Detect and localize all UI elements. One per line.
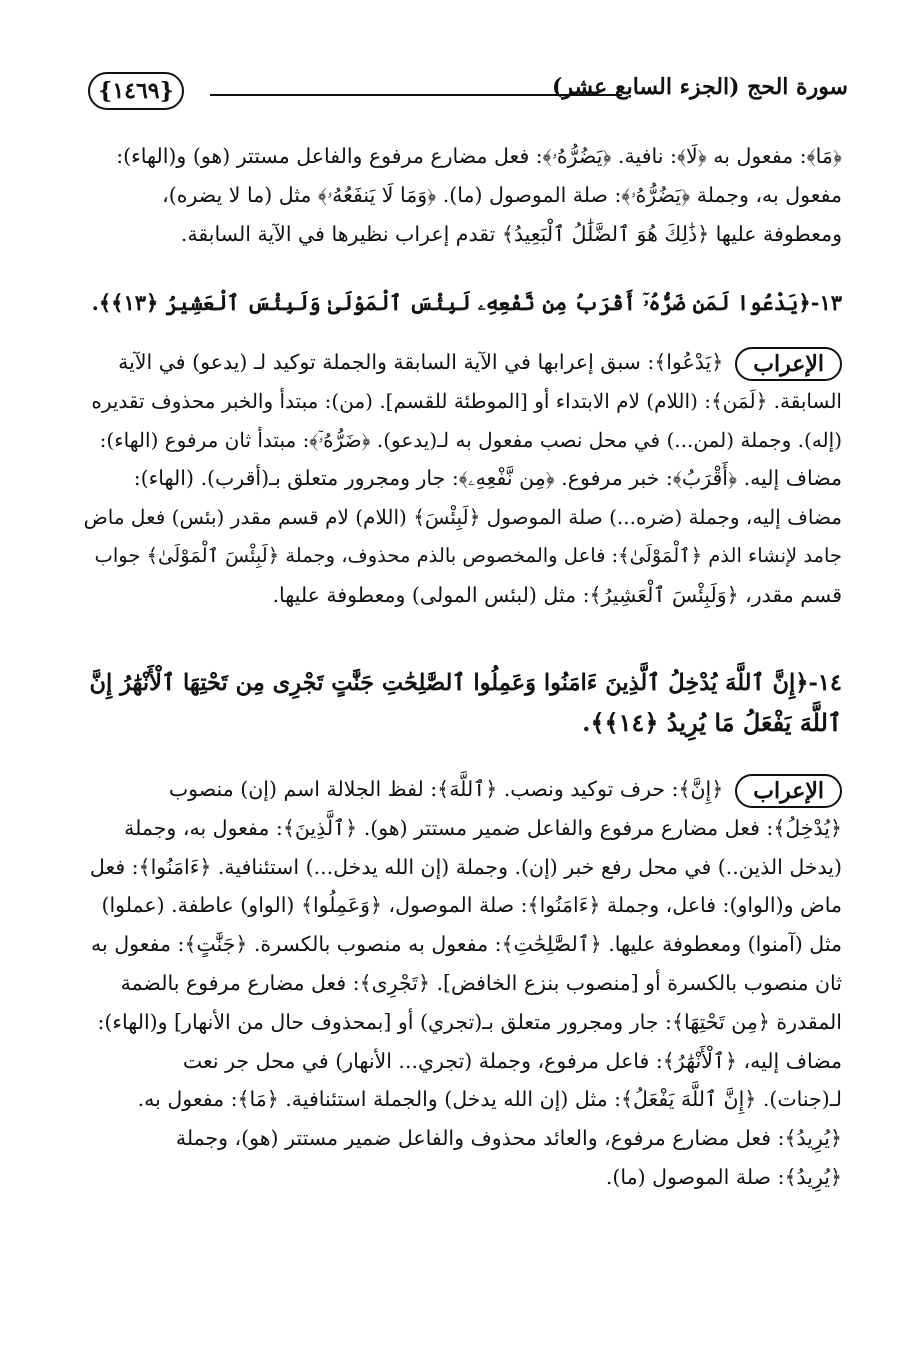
page-number: ١٤٦٩ (112, 78, 160, 104)
text-line: ﴿إِنَّ﴾: حرف توكيد ونصب. ﴿ٱللَّهَ﴾: لفظ الجلالة اسم (إن) منصوب (168, 777, 724, 801)
paragraph-continuation (82, 137, 842, 253)
text-line: مفعول به، وجملة ﴿يَضُرُّهُۥ﴾: صلة الموصول (ما). ﴿وَمَا لَا يَنفَعُهُۥ﴾ مثل (ما لا يضره)، (162, 182, 842, 207)
text-line: ﴿يَدْعُوا﴾: سبق إعرابها في الآية السابقة والجملة توكيد لـ (يدعو) في الآية (118, 350, 724, 374)
text-line: مضاف إليه. ﴿أَقْرَبُ﴾: خبر مرفوع. ﴿مِن نَّفْعِهِۦ﴾: جار ومجرور متعلق بـ(أقرب). (الهاء): (133, 466, 842, 491)
text-line: ماض و(الواو): فاعل، وجملة ﴿ءَامَنُوا﴾: صلة الموصول، ﴿وَعَمِلُوا﴾ (الواو) عاطفة. (عملوا) (101, 893, 842, 918)
verse-line: ٱللَّهَ يَفْعَلُ مَا يُرِيدُ ﴿١٤﴾﴾. (582, 708, 842, 737)
text-line: ﴿يُدْخِلُ﴾: فعل مضارع مرفوع والفاعل ضمير مستتر (هو). ﴿ٱلَّذِينَ﴾: مفعول به، وجملة (124, 815, 842, 840)
verse-line: ١٣-﴿يَدْعُوا لَمَن ضَرُّهُۥٓ أَقْرَبُ مِن نَّفْعِهِۦ لَبِئْسَ ٱلْمَوْلَىٰ وَلَبِئْسَ ٱلْعَشِيرُ ﴿١٣﴾﴾. (91, 290, 842, 315)
text-line: ثان منصوب بالكسرة أو [منصوب بنزع الخافض]. ﴿تَجْرِى﴾: فعل مضارع مرفوع بالضمة (120, 970, 842, 995)
header-title: سورة الحج (الجزء السابع عشر) (552, 74, 848, 100)
text-line: جامد لإنشاء الذم ﴿ٱلْمَوْلَىٰ﴾: فاعل والمخصوص بالذم محذوف، وجملة ﴿لَبِئْسَ ٱلْمَوْلَىٰ﴾ جواب (94, 543, 842, 567)
text-line: ومعطوفة عليها ﴿ذَٰلِكَ هُوَ ٱلضَّلَٰلُ ٱلْبَعِيدُ﴾ تقدم إعراب نظيرها في الآية السابقة. (180, 221, 842, 246)
verse-14 (82, 663, 842, 743)
text-line: مثل (آمنوا) ومعطوفة عليها. ﴿ٱلصَّٰلِحَٰتِ﴾: مفعول به منصوب بالكسرة. ﴿جَنَّٰتٍ﴾: مفعول به (91, 932, 842, 957)
text-line: مضاف إليه، ﴿ٱلْأَنْهَٰرُ﴾: فاعل مرفوع، وجملة (تجري... الأنهار) في محل جر نعت (182, 1048, 842, 1073)
verse-line: ١٤-﴿إِنَّ ٱللَّهَ يُدْخِلُ ٱلَّذِينَ ءَامَنُوا وَعَمِلُوا ٱلصَّٰلِحَٰتِ جَنَّٰتٍ تَجْرِى مِن تَحْتِهَا ٱلْأَنْهَٰرُ إِنَّ (89, 670, 842, 696)
text-line: لـ(جنات). ﴿إِنَّ ٱللَّهَ يَفْعَلُ﴾: مثل (إن الله يدخل) والجملة استئنافية. ﴿مَا﴾: مفعول به. (137, 1087, 842, 1112)
iraab-section-13 (82, 343, 842, 615)
text-line: قسم مقدر، ﴿وَلَبِئْسَ ٱلْعَشِيرُ﴾: مثل (لبئس المولى) ومعطوفة عليها. (272, 582, 842, 607)
page-header (78, 70, 848, 120)
text-line: ﴿يُرِيدُ﴾: صلة الموصول (ما). (605, 1164, 842, 1189)
text-line: (يدخل الذين..) في محل رفع خبر (إن). وجملة (إن الله يدخل...) استئنافية. ﴿ءَامَنُوا﴾: فعل (89, 854, 842, 879)
verse-13 (82, 283, 842, 323)
text-line: المقدرة ﴿مِن تَحْتِهَا﴾: جار ومجرور متعلق بـ(تجري) أو [بمحذوف حال من الأنهار] و(الهاء): (97, 1009, 842, 1034)
text-line: مضاف إليه، وجملة (ضره...) صلة الموصول ﴿لَبِئْسَ﴾ (اللام) لام قسم مقدر (بئس) فعل ماض (83, 505, 842, 530)
page-number-right-bracket: } (159, 78, 174, 104)
text-line: (إله). وجملة (لمن...) في محل نصب مفعول به لـ(يدعو). ﴿ضَرُّهُۥٓ﴾: مبتدأ ثان مرفوع (الهاء): (99, 427, 842, 452)
text-line: ﴿يُرِيدُ﴾: فعل مضارع مرفوع، والعائد محذوف والفاعل ضمير مستتر (هو)، وجملة (175, 1126, 842, 1151)
text-line: السابقة. ﴿لَمَن﴾: (اللام) لام الابتداء أو [الموطئة للقسم]. (من): مبتدأ والخبر محذوف تقديره (91, 388, 842, 413)
page-number-left-bracket: { (98, 78, 113, 104)
page-number-frame (88, 72, 184, 110)
iraab-badge: الإعراب (735, 347, 842, 381)
text-line: ﴿مَا﴾: مفعول به ﴿لَا﴾: نافية. ﴿يَضُرُّهُۥ﴾: فعل مضارع مرفوع والفاعل مستتر (هو) و(الهاء): (116, 144, 842, 168)
iraab-section-14 (82, 770, 842, 1197)
iraab-badge: الإعراب (735, 774, 842, 808)
